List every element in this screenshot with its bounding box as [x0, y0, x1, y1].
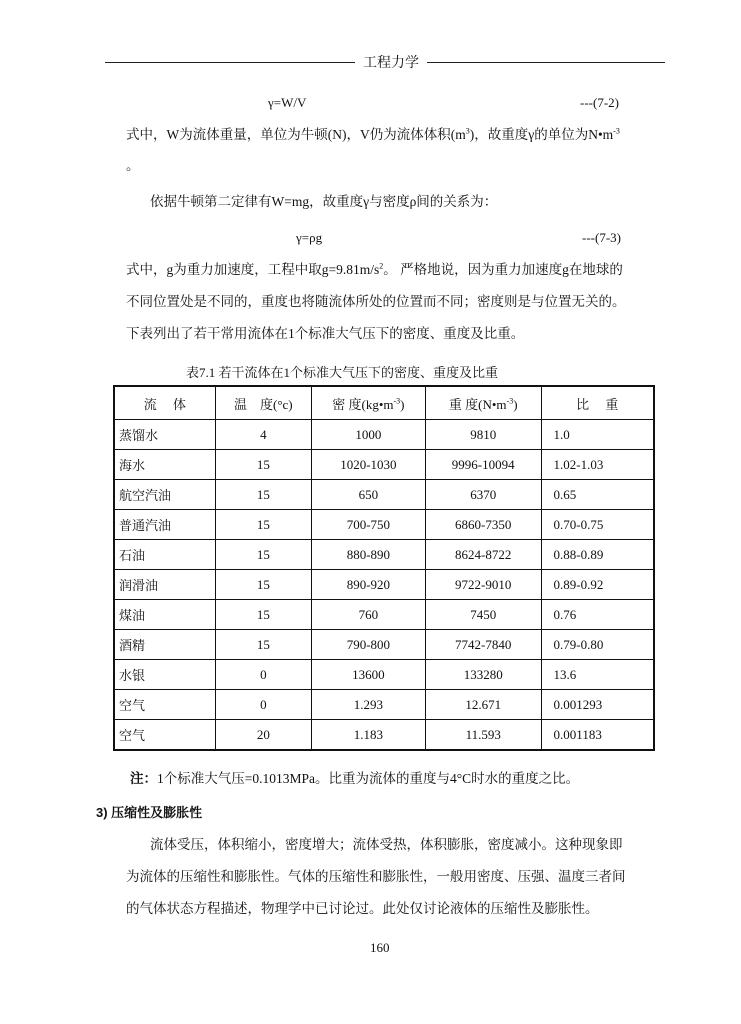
paragraph-gravity-line3: 下表列出了若干常用流体在1个标准大气压下的密度、重度及比重。 — [126, 326, 525, 341]
cell-specific-gravity: 0.89-0.92 — [541, 570, 654, 600]
header-fluid: 流 体 — [114, 386, 215, 420]
cell-weight: 6860-7350 — [425, 510, 541, 540]
cell-weight: 7742-7840 — [425, 630, 541, 660]
table-note — [130, 767, 579, 787]
header-title: 工程力学 — [363, 56, 419, 71]
table-row — [114, 600, 654, 630]
cell-density: 13600 — [311, 660, 425, 690]
cell-specific-gravity: 1.02-1.03 — [541, 450, 654, 480]
cell-density: 700-750 — [311, 510, 425, 540]
formula-7-3: γ=ρg — [296, 230, 323, 245]
paragraph-gravity-line2: 不同位置处是不同的，重度也将随流体所处的位置而不同；密度则是与位置无关的。 — [126, 294, 626, 309]
paragraph-compressibility-line1: 流体受压，体积缩小，密度增大；流体受热，体积膨胀，密度减小。这种现象即 — [150, 837, 623, 852]
cell-fluid: 蒸馏水 — [114, 420, 215, 450]
cell-temperature: 15 — [215, 630, 311, 660]
formula-7-2-number: ---(7-2) — [580, 95, 619, 110]
cell-weight: 9810 — [425, 420, 541, 450]
table-row — [114, 630, 654, 660]
cell-specific-gravity: 0.65 — [541, 480, 654, 510]
table-row — [114, 570, 654, 600]
fluid-properties-table — [113, 385, 655, 751]
cell-density: 760 — [311, 600, 425, 630]
header-density: 密 度$(kg•m^{-3})$ — [311, 386, 425, 420]
cell-temperature: 0 — [215, 660, 311, 690]
cell-specific-gravity: 0.001293 — [541, 690, 654, 720]
table-row — [114, 690, 654, 720]
paragraph-gravity-line1: 式中，g为重力加速度，工程中取$g=9.81m/s^2$。 严格地说，因为重力加速度g在地球的 — [126, 261, 623, 277]
cell-weight: 12.671 — [425, 690, 541, 720]
formula-7-2: γ=W/V — [268, 95, 307, 110]
paragraph-compressibility-line2: 为流体的压缩性和膨胀性。气体的压缩性和膨胀性，一般用密度、压强、温度三者间 — [126, 869, 626, 884]
table-header-row — [114, 386, 654, 420]
table-row — [114, 720, 654, 751]
paragraph-newton-law: 依据牛顿第二定律有W=mg，故重度γ与密度ρ间的关系为： — [150, 194, 498, 209]
section-heading: 3) 压缩性及膨胀性 — [96, 805, 203, 820]
cell-density: 790-800 — [311, 630, 425, 660]
header-rule-left — [105, 62, 355, 63]
cell-fluid: 煤油 — [114, 600, 215, 630]
note-text: 1个标准大气压=0.1013MPa。比重为流体的重度与4°C时水的重度之比。 — [157, 771, 580, 786]
formula-7-3-number: ---(7-3) — [582, 230, 621, 245]
cell-fluid: 空气 — [114, 720, 215, 751]
cell-weight: 6370 — [425, 480, 541, 510]
cell-density: 1.293 — [311, 690, 425, 720]
note-label: 注： — [130, 771, 157, 786]
cell-temperature: 15 — [215, 510, 311, 540]
table-row — [114, 450, 654, 480]
table-row — [114, 510, 654, 540]
cell-temperature: 4 — [215, 420, 311, 450]
table-caption: 表7.1 若干流体在1个标准大气压下的密度、重度及比重 — [186, 365, 499, 380]
table-row — [114, 480, 654, 510]
cell-fluid: 航空汽油 — [114, 480, 215, 510]
cell-fluid: 石油 — [114, 540, 215, 570]
cell-weight: 7450 — [425, 600, 541, 630]
cell-temperature: 15 — [215, 480, 311, 510]
cell-density: 650 — [311, 480, 425, 510]
paragraph-weight-definition: 式中，W为流体重量，单位为牛顿(N)，V仍为流体体积$(m^3)$，故重度γ的单位为$N•m^{-3}$ — [126, 126, 620, 142]
cell-specific-gravity: 0.76 — [541, 600, 654, 630]
paragraph-compressibility-line3: 的气体状态方程描述，物理学中已讨论过。此处仅讨论液体的压缩性及膨胀性。 — [126, 901, 599, 916]
cell-specific-gravity: 0.79-0.80 — [541, 630, 654, 660]
header-weight: 重 度$(N•m^{-3})$ — [425, 386, 541, 420]
cell-specific-gravity: 0.001183 — [541, 720, 654, 751]
cell-fluid: 普通汽油 — [114, 510, 215, 540]
cell-temperature: 0 — [215, 690, 311, 720]
table-row — [114, 420, 654, 450]
cell-density: 1.183 — [311, 720, 425, 751]
cell-specific-gravity: 1.0 — [541, 420, 654, 450]
cell-temperature: 15 — [215, 570, 311, 600]
cell-density: 880-890 — [311, 540, 425, 570]
cell-weight: 9996-10094 — [425, 450, 541, 480]
cell-temperature: 15 — [215, 450, 311, 480]
cell-specific-gravity: 13.6 — [541, 660, 654, 690]
page-header — [105, 50, 665, 72]
cell-weight: 133280 — [425, 660, 541, 690]
cell-fluid: 润滑油 — [114, 570, 215, 600]
cell-fluid: 空气 — [114, 690, 215, 720]
header-specific-gravity: 比 重 — [541, 386, 654, 420]
table-row — [114, 540, 654, 570]
cell-fluid: 酒精 — [114, 630, 215, 660]
cell-density: 1020-1030 — [311, 450, 425, 480]
cell-specific-gravity: 0.70-0.75 — [541, 510, 654, 540]
cell-weight: 9722-9010 — [425, 570, 541, 600]
paragraph-weight-definition-end: 。 — [126, 158, 140, 173]
cell-specific-gravity: 0.88-0.89 — [541, 540, 654, 570]
cell-temperature: 20 — [215, 720, 311, 751]
cell-density: 890-920 — [311, 570, 425, 600]
cell-density: 1000 — [311, 420, 425, 450]
cell-temperature: 15 — [215, 540, 311, 570]
page-number: 160 — [370, 940, 390, 955]
cell-weight: 8624-8722 — [425, 540, 541, 570]
table-row — [114, 660, 654, 690]
cell-weight: 11.593 — [425, 720, 541, 751]
cell-fluid: 水银 — [114, 660, 215, 690]
header-temperature: 温 度(°c) — [215, 386, 311, 420]
cell-fluid: 海水 — [114, 450, 215, 480]
header-rule-right — [427, 62, 665, 63]
cell-temperature: 15 — [215, 600, 311, 630]
